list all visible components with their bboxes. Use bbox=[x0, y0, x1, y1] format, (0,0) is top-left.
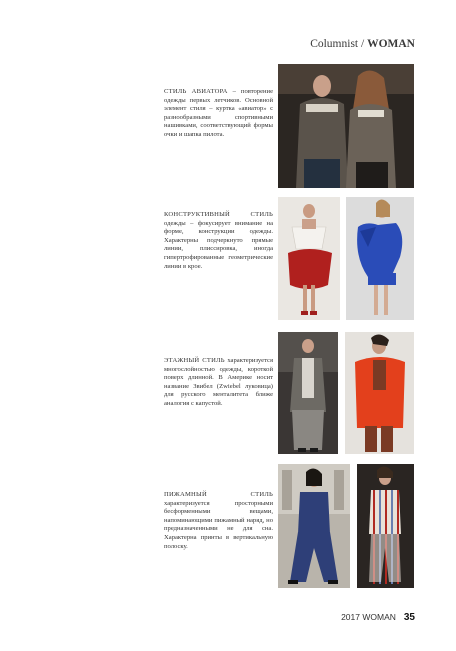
section-layered-lead: ЭТАЖНЫЙ СТИЛЬ bbox=[164, 357, 225, 364]
layered-photo-2 bbox=[345, 332, 414, 454]
section-constructive-text bbox=[164, 211, 273, 271]
section-aviator-lead: СТИЛЬ АВИАТОРА bbox=[164, 88, 228, 95]
section-constructive-lead: КОНСТРУКТИВНЫЙ СТИЛЬ bbox=[164, 211, 273, 218]
page-header bbox=[310, 38, 415, 50]
aviator-photo bbox=[278, 64, 414, 188]
footer-issue: 2017 WOMAN bbox=[341, 612, 396, 622]
section-layered-text bbox=[164, 357, 273, 409]
page-number: 35 bbox=[403, 612, 415, 623]
constructive-photo-1 bbox=[278, 197, 340, 320]
section-pajama-lead: ПИЖАМНЫЙ СТИЛЬ bbox=[164, 491, 273, 498]
page-footer bbox=[341, 612, 415, 623]
pajama-photo-2 bbox=[357, 464, 414, 588]
layered-photo-1 bbox=[278, 332, 338, 454]
section-aviator-body: – повторение одежды первых летчиков. Основной элемент стиля – куртка «авиатор» с разнообразными спортивными нашивками, соответствующий формы очки и шапка пилота. bbox=[164, 88, 273, 138]
header-separator: / bbox=[358, 38, 368, 50]
section-constructive-body: одежды – фокусирует внимание на форме, конструкции одежды. Характерны подчеркнуто прямые линии, плиссировка, иногда гипертрофированные геометрические линии в крое. bbox=[164, 219, 273, 270]
constructive-photo-2 bbox=[346, 197, 414, 320]
header-column: Columnist bbox=[310, 38, 359, 50]
section-aviator-text bbox=[164, 88, 273, 140]
section-pajama-body: характеризуется просторными бесформенными вещами, напоминающими пижамный наряд, но предназначенными не для сна. Характерна принты в вертикальную полоску. bbox=[164, 499, 273, 550]
header-section: WOMAN bbox=[367, 38, 415, 50]
section-layered-body: характеризуется многослойностью одежды, короткой поверх длинной. В Америке носит название Звибел (Zwiebel луковица) для русского менталитета ближе аналогия с капустой. bbox=[164, 357, 273, 407]
pajama-photo-1 bbox=[278, 464, 350, 588]
section-pajama-text bbox=[164, 491, 273, 551]
